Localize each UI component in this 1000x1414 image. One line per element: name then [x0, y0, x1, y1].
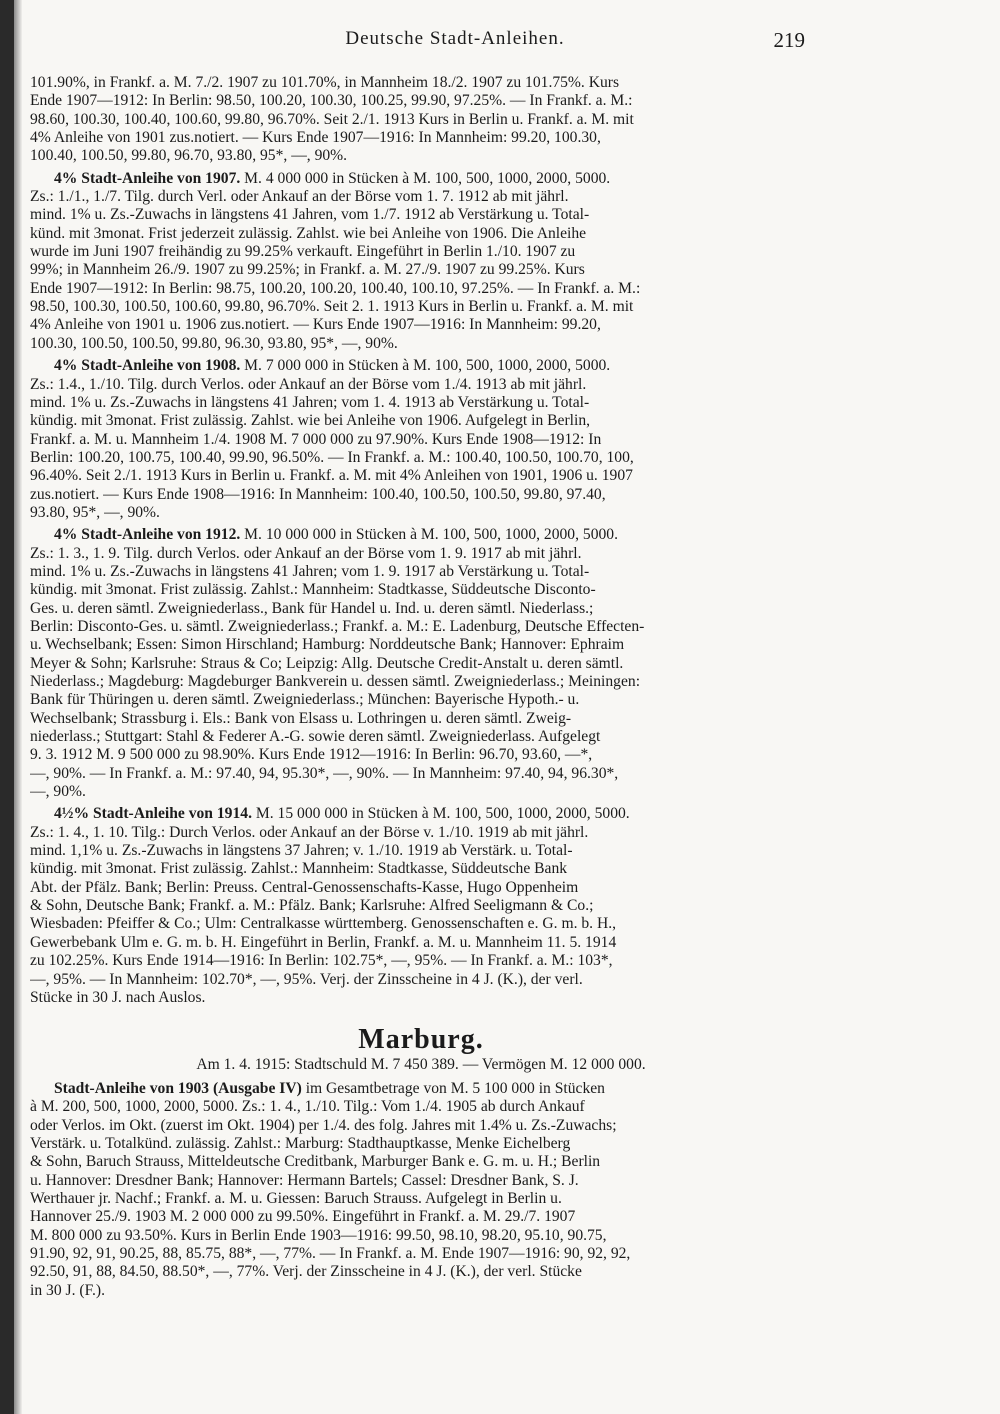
text-line: zu 102.25%. Kurs Ende 1914—1916: In Berlin: 102.75*, —, 95%. — In Frankf. a. M.: 103*,	[30, 952, 613, 970]
text-line: u. Wechselbank; Essen: Simon Hirschland; Hamburg: Norddeutsche Bank; Hannover: Ephraim	[30, 636, 625, 654]
loan-entry	[30, 526, 812, 801]
text-line: Gewerbebank Ulm e. G. m. b. H. Eingeführt in Berlin, Frankf. a. M. u. Mannheim 11. 5. 1914	[30, 933, 617, 951]
text-line: Abt. der Pfälz. Bank; Berlin: Preuss. Central-Genossenschafts-Kasse, Hugo Oppenheim	[30, 878, 579, 896]
loan-title-rest: im Gesamtbetrage von M. 5 100 000 in Stücken	[305, 1079, 605, 1097]
text-line: Ende 1907—1912: In Berlin: 98.75, 100.20, 100.20, 100.40, 100.10, 97.25%. — In Frankf. a. M.:	[30, 279, 641, 297]
loan-title: 4% Stadt-Anleihe von 1907.	[54, 169, 245, 187]
text-line: 96.40%. Seit 2./1. 1913 Kurs in Berlin u. Frankf. a. M. mit 4% Anleihen von 1901, 1906 u. 1907	[30, 467, 633, 485]
text-line: mind. 1% u. Zs.-Zuwachs in längstens 41 Jahren; vom 1. 4. 1913 ab Verstärkung u. Total-	[30, 393, 590, 411]
loan-title: 4% Stadt-Anleihe von 1912.	[54, 526, 245, 544]
text-line: 99%; in Mannheim 26./9. 1907 zu 99.25%; in Frankf. a. M. 27./9. 1907 zu 99.25%. Kurs	[30, 261, 585, 279]
text-line: in 30 J. (F.).	[30, 1281, 105, 1299]
text-line: Zs.: 1. 4., 1. 10. Tilg.: Durch Verlos. oder Ankauf an der Börse v. 1./10. 1919 ab mit jährl.	[30, 823, 589, 841]
text-line: Zs.: 1.4., 1./10. Tilg. durch Verlos. oder Ankauf an der Börse vom 1./4. 1913 ab mit jährl.	[30, 375, 587, 393]
text-line: Ges. u. deren sämtl. Zweigniederlass., Bank für Handel u. Ind. u. deren sämtl. Niederlass.;	[30, 599, 594, 617]
text-line: Bank für Thüringen u. deren sämtl. Zweigniederlass.; München: Bayerische Hypoth.- u.	[30, 691, 580, 709]
text-line: Wechselbank; Strassburg i. Els.: Bank von Elsass u. Lothringen u. deren sämtl. Zweig-	[30, 709, 572, 727]
loan-entry	[30, 805, 812, 1007]
text-line: Werthauer jr. Nachf.; Frankf. a. M. u. Giessen: Baruch Strauss. Aufgelegt in Berlin u.	[30, 1189, 562, 1207]
text-line: Verstärk. u. Totalkünd. zulässig. Zahlst.: Marburg: Stadthauptkasse, Menke Eichelberg	[30, 1134, 571, 1152]
loan-title-rest: M. 15 000 000 in Stücken à M. 100, 500, 1000, 2000, 5000.	[255, 805, 630, 823]
city-summary: Am 1. 4. 1915: Stadtschuld M. 7 450 389. — Vermögen M. 12 000 000.	[196, 1055, 646, 1073]
loan-title-rest: M. 10 000 000 in Stücken à M. 100, 500, 1000, 2000, 5000.	[244, 526, 618, 544]
text-line: kündig. mit 3monat. Frist zulässig. Zahlst. wie bei Anleihe von 1906. Aufgelegt in Berlin,	[30, 412, 591, 430]
page-gutter	[14, 0, 22, 1414]
text-line: mind. 1% u. Zs.-Zuwachs in längstens 41 Jahren; vom 1. 9. 1917 ab Verstärkung u. Total-	[30, 562, 590, 580]
text-line: M. 800 000 zu 93.50%. Kurs in Berlin Ende 1903—1916: 99.50, 98.10, 98.20, 95.10, 90.75,	[30, 1226, 607, 1244]
text-line: 4% Anleihe von 1901 zus.notiert. — Kurs Ende 1907—1916: In Mannheim: 99.20, 100.30,	[30, 129, 601, 147]
text-line: & Sohn, Baruch Strauss, Mitteldeutsche Creditbank, Marburger Bank e. G. m. u. H.; Berlin	[30, 1153, 601, 1171]
text-line: 93.80, 95*, —, 90%.	[30, 503, 160, 521]
text-line: 100.40, 100.50, 99.80, 96.70, 93.80, 95*, —, 90%.	[30, 147, 348, 165]
text-line: mind. 1,1% u. Zs.-Zuwachs in längstens 37 Jahren; v. 1./10. 1919 ab Verstärk. u. Total-	[30, 842, 573, 860]
text-line: mind. 1% u. Zs.-Zuwachs in längstens 41 Jahren, vom 1./7. 1912 ab Verstärkung u. Total-	[30, 206, 590, 224]
loan-title-rest: M. 4 000 000 in Stücken à M. 100, 500, 1000, 2000, 5000.	[244, 169, 611, 187]
book-spine-shadow	[0, 0, 14, 1414]
text-line: Ende 1907—1912: In Berlin: 98.50, 100.20, 100.30, 100.25, 99.90, 97.25%. — In Frankf. a. M.:	[30, 92, 633, 110]
text-line: Meyer & Sohn; Karlsruhe: Straus & Co; Leipzig: Allg. Deutsche Credit-Anstalt u. deren sämtl.	[30, 654, 624, 672]
text-line	[30, 805, 812, 823]
text-line: niederlass.; Stuttgart: Stahl & Federer A.-G. sowie deren sämtl. Zweigniederlass. Aufgelegt	[30, 728, 601, 746]
text-line	[30, 357, 812, 375]
marburg-loan-entry	[30, 1080, 812, 1300]
text-line	[30, 526, 812, 544]
text-line: 101.90%, in Frankf. a. M. 7./2. 1907 zu 101.70%, in Mannheim 18./2. 1907 zu 101.75%. Kurs	[30, 74, 620, 91]
text-line: zus.notiert. — Kurs Ende 1908—1916: In Mannheim: 100.40, 100.50, 100.50, 99.80, 97.40,	[30, 485, 606, 503]
text-line: Niederlass.; Magdeburg: Magdeburger Bankverein u. dessen sämtl. Zweigniederlass.; Meiningen:	[30, 673, 641, 690]
text-line: wurde im Juni 1907 freihändig zu 99.25% verkauft. Eingeführt in Berlin 1./10. 1907 zu	[30, 243, 576, 261]
text-line: & Sohn, Deutsche Bank; Frankf. a. M.: Pfälz. Bank; Karlsruhe: Alfred Seeligmann & Co.;	[30, 897, 594, 915]
loan-title-rest: M. 7 000 000 in Stücken à M. 100, 500, 1000, 2000, 5000.	[244, 357, 611, 375]
document-body	[30, 74, 812, 1304]
loan-title: 4% Stadt-Anleihe von 1908.	[54, 357, 245, 375]
text-line: Berlin: 100.20, 100.75, 100.40, 99.90, 96.50%. — In Frankf. a. M.: 100.40, 100.50, 100.70, 100,	[30, 448, 634, 466]
text-line	[30, 1080, 812, 1098]
loan-title: 4½% Stadt-Anleihe von 1914.	[54, 805, 256, 823]
text-line: kündig. mit 3monat. Frist zulässig. Zahlst.: Mannheim: Stadtkasse, Süddeutsche Disconto-	[30, 581, 596, 599]
text-line: —, 90%.	[30, 783, 86, 801]
text-line: —, 90%. — In Frankf. a. M.: 97.40, 94, 95.30*, —, 90%. — In Mannheim: 97.40, 94, 96.30*,	[30, 764, 619, 782]
loan-entry	[30, 357, 812, 522]
text-line: Frankf. a. M. u. Mannheim 1./4. 1908 M. 7 000 000 zu 97.90%. Kurs Ende 1908—1912: In	[30, 430, 602, 448]
text-line: Berlin: Disconto-Ges. u. sämtl. Zweigniederlass.; Frankf. a. M.: E. Ladenburg, Deutsche Effecten-	[30, 617, 645, 635]
text-line: Stücke in 30 J. nach Auslos.	[30, 988, 206, 1006]
text-line: 98.60, 100.30, 100.40, 100.60, 99.80, 96.70%. Seit 2./1. 1913 Kurs in Berlin u. Frankf. a. M. mit	[30, 110, 634, 128]
text-line: Zs.: 1./1., 1./7. Tilg. durch Verl. oder Ankauf an der Börse vom 1. 7. 1912 ab mit jährl.	[30, 188, 569, 206]
text-line: —, 95%. — In Mannheim: 102.70*, —, 95%. Verj. der Zinsscheine in 4 J. (K.), der verl.	[30, 970, 583, 988]
text-line: oder Verlos. im Okt. (zuerst im Okt. 1904) per 1./4. des folg. Jahres mit 1.4% u. Zs.-Zuwachs;	[30, 1116, 617, 1134]
text-line: Zs.: 1. 3., 1. 9. Tilg. durch Verlos. oder Ankauf an der Börse vom 1. 9. 1917 ab mit jährl.	[30, 544, 582, 562]
loan-entry	[30, 170, 812, 353]
text-line: à M. 200, 500, 1000, 2000, 5000. Zs.: 1. 4., 1./10. Tilg.: Vom 1./4. 1905 ab durch Ankauf	[30, 1098, 585, 1116]
text-line: 92.50, 91, 88, 84.50, 88.50*, —, 77%. Verj. der Zinsscheine in 4 J. (K.), der verl. Stücke	[30, 1263, 582, 1281]
text-line: Wiesbaden: Pfeiffer & Co.; Ulm: Centralkasse württemberg. Genossenschaften e. G. m. b. H.,	[30, 915, 617, 933]
text-line: 98.50, 100.30, 100.50, 100.60, 99.80, 96.70%. Seit 2. 1. 1913 Kurs in Berlin u. Frankf. a. M. mit	[30, 298, 634, 316]
text-line: Hannover 25./9. 1903 M. 2 000 000 zu 99.50%. Eingeführt in Frankf. a. M. 29./7. 1907	[30, 1208, 576, 1226]
text-line: 91.90, 92, 91, 90.25, 88, 85.75, 88*, —, 77%. — In Frankf. a. M. Ende 1907—1916: 90, 92, 92,	[30, 1244, 631, 1262]
loan-sections	[30, 74, 812, 1007]
loan-title: Stadt-Anleihe von 1903 (Ausgabe IV)	[54, 1079, 306, 1097]
text-line: künd. mit 3monat. Frist jederzeit zulässig. Zahlst. wie bei Anleihe von 1906. Die Anleihe	[30, 224, 587, 242]
text-line: u. Hannover: Dresdner Bank; Hannover: Hermann Bartels; Cassel: Dresdner Bank, S. J.	[30, 1171, 579, 1189]
text-line	[30, 170, 812, 188]
city-heading: Marburg.	[358, 1024, 484, 1056]
text-line: 9. 3. 1912 M. 9 500 000 zu 98.90%. Kurs Ende 1912—1916: In Berlin: 96.70, 93.60, —*,	[30, 746, 593, 764]
text-line: 4% Anleihe von 1901 u. 1906 zus.notiert. — Kurs Ende 1907—1916: In Mannheim: 99.20,	[30, 316, 601, 334]
running-header: Deutsche Stadt-Anleihen.	[345, 28, 565, 49]
loan-entry	[30, 74, 812, 166]
page-number: 219	[773, 28, 805, 52]
text-line: kündig. mit 3monat. Frist zulässig. Zahlst.: Mannheim: Stadtkasse, Süddeutsche Bank	[30, 860, 568, 878]
text-line: 100.30, 100.50, 100.50, 99.80, 96.30, 93.80, 95*, —, 90%.	[30, 334, 398, 352]
